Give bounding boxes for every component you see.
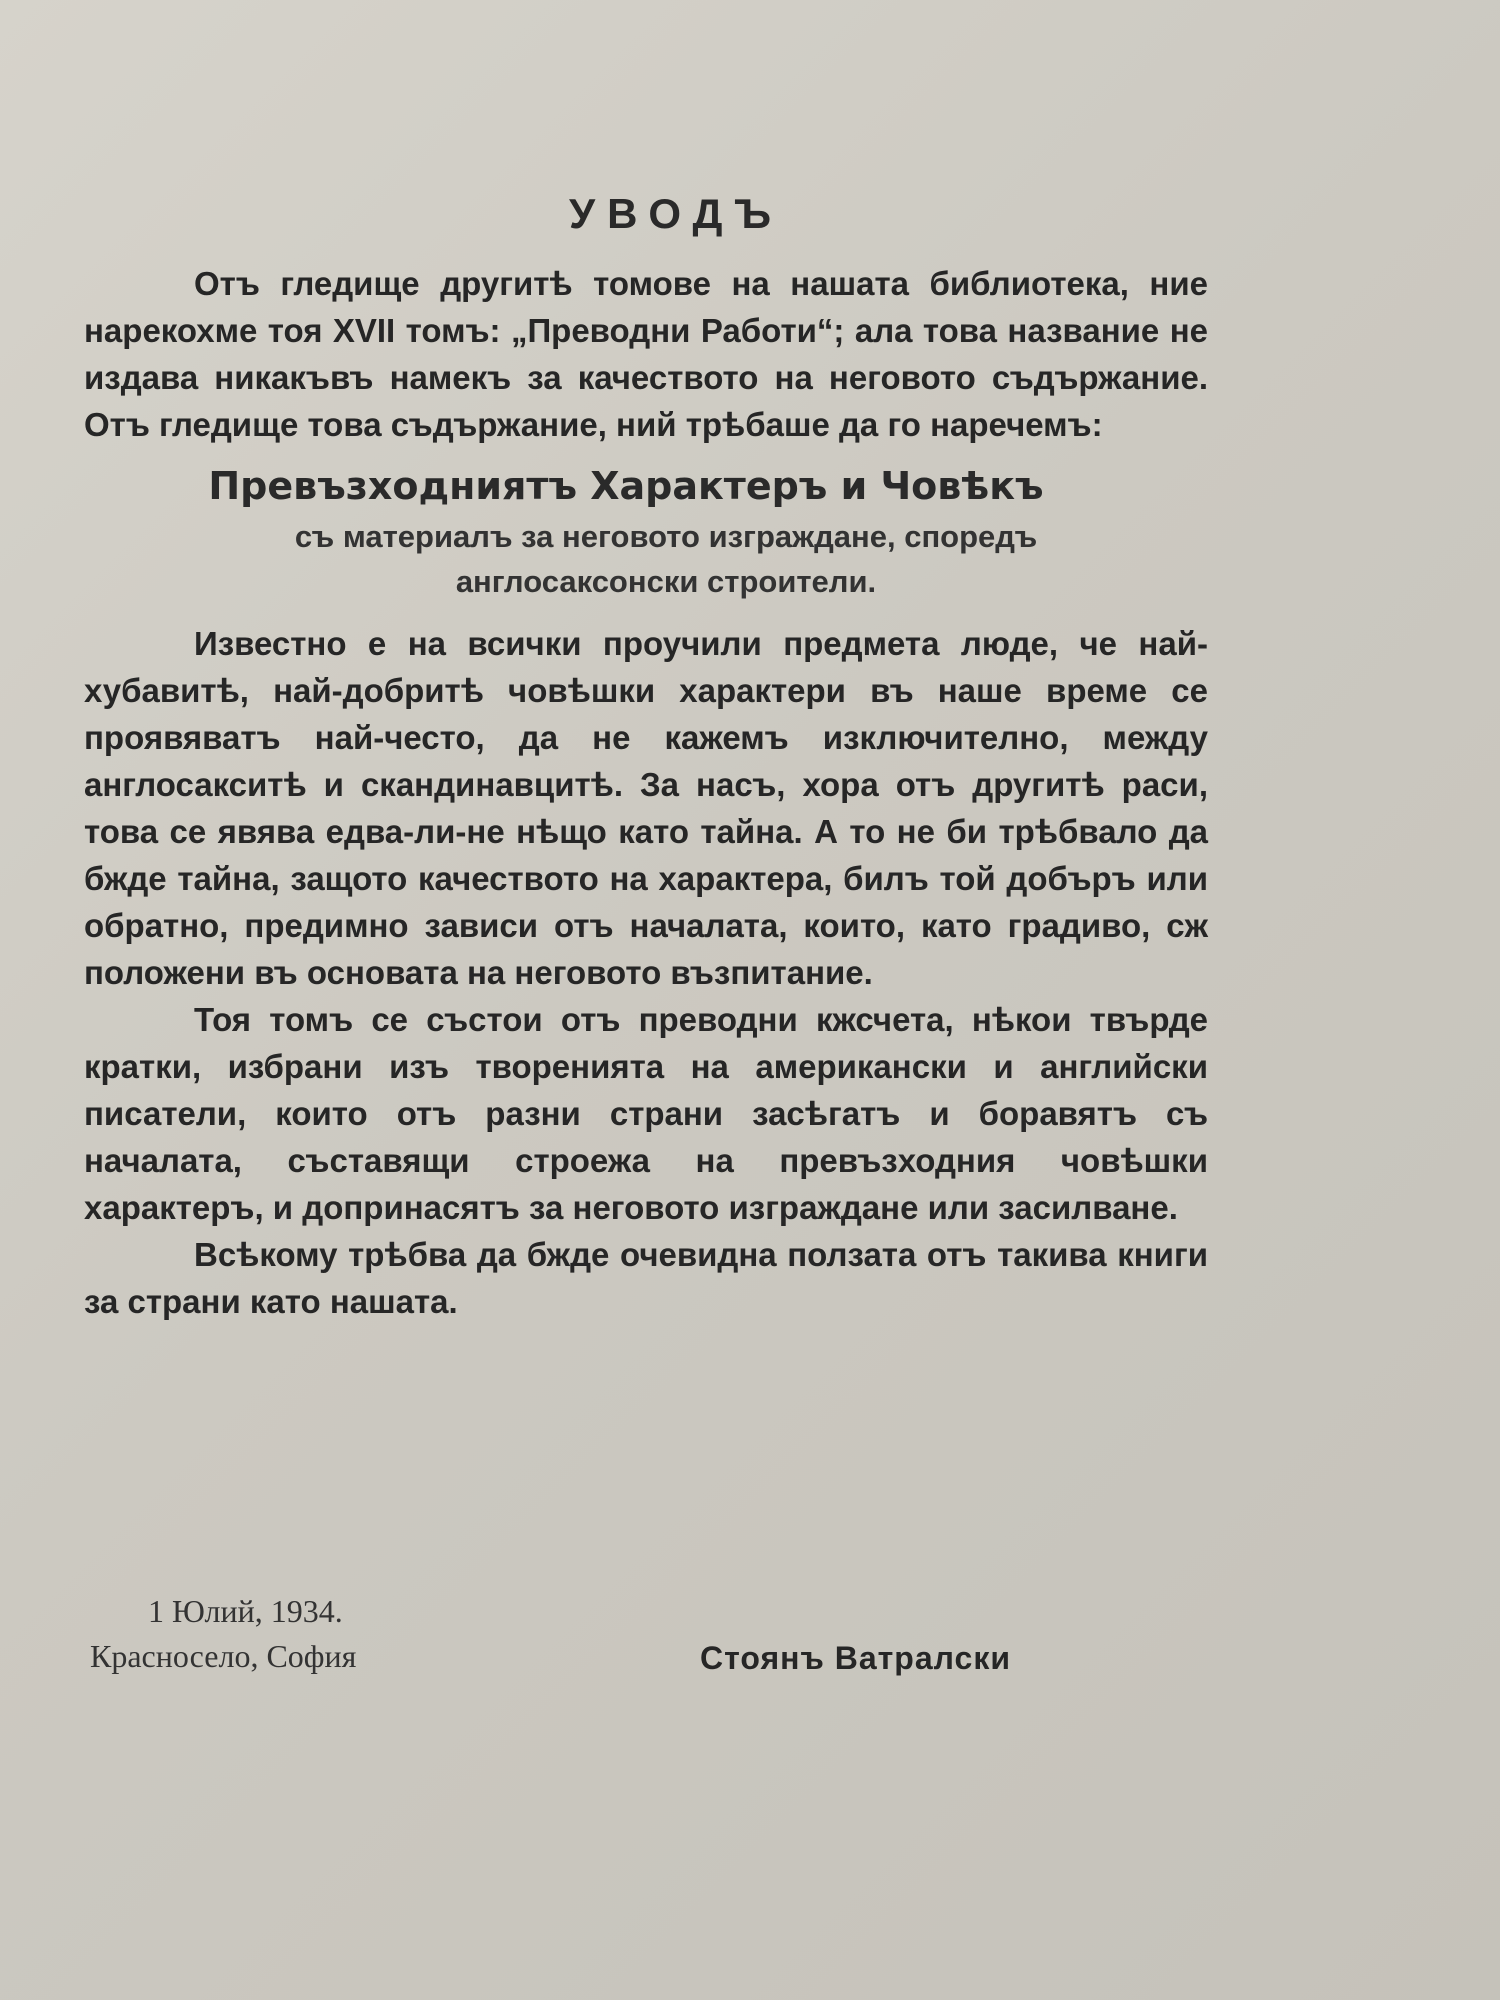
text-block	[84, 190, 1208, 1325]
page-title: УВОДЪ	[569, 190, 783, 237]
intro-paragraph: Отъ гледище другитѣ томове на нашата библиотека, ние нарекохме тоя XVII томъ: „Преводни Работи“; ала това название не издава никакъвъ намекъ за качеството на неговото съдържание. Отъ гледище това съдържание, ний трѣбаше да го наречемъ:	[84, 265, 1208, 443]
book-subtitle: Превъзходниятъ Характеръ и Човѣкъ	[208, 464, 1044, 508]
date-line: 1 Юлий, 1934.	[148, 1593, 343, 1629]
book-subtitle-description	[84, 514, 1208, 604]
body-paragraph-2: Тоя томъ се състои отъ преводни кжсчета, нѣкои твърде кратки, избрани изъ творенията на американски и английски писатели, които отъ разни страни засѣгатъ и боравятъ съ началата, съставящи строежа на превъзходния човѣшки характеръ, и допринасятъ за неговото изграждане или засилване.	[84, 1001, 1208, 1226]
subtitle-line-2: англосаксонски строители.	[455, 564, 877, 599]
place-line: Красносело, София	[90, 1638, 357, 1674]
body-paragraph-3: Всѣкому трѣбва да бжде очевидна ползата отъ такива книги за страни като нашата.	[84, 1236, 1208, 1320]
body-paragraph-1: Известно е на всички проучили предмета люде, че най-хубавитѣ, най-добритѣ човѣшки характери въ наше време се проявяватъ най-често, да не кажемъ изключително, между англосакситѣ и скандинавцитѣ. За насъ, хора отъ другитѣ раси, това се явява едва-ли-не нѣщо като тайна. А то не би трѣбвало да бжде тайна, защото качеството на характера, билъ той добъръ или обратно, предимно зависи отъ началата, които, като градиво, сж положени въ основата на неговото възпитание.	[84, 625, 1208, 991]
author-signature: Стоянъ Ватралски	[700, 1640, 1012, 1676]
subtitle-line-1: съ материалъ за неговото изграждане, споредъ	[294, 519, 1038, 554]
